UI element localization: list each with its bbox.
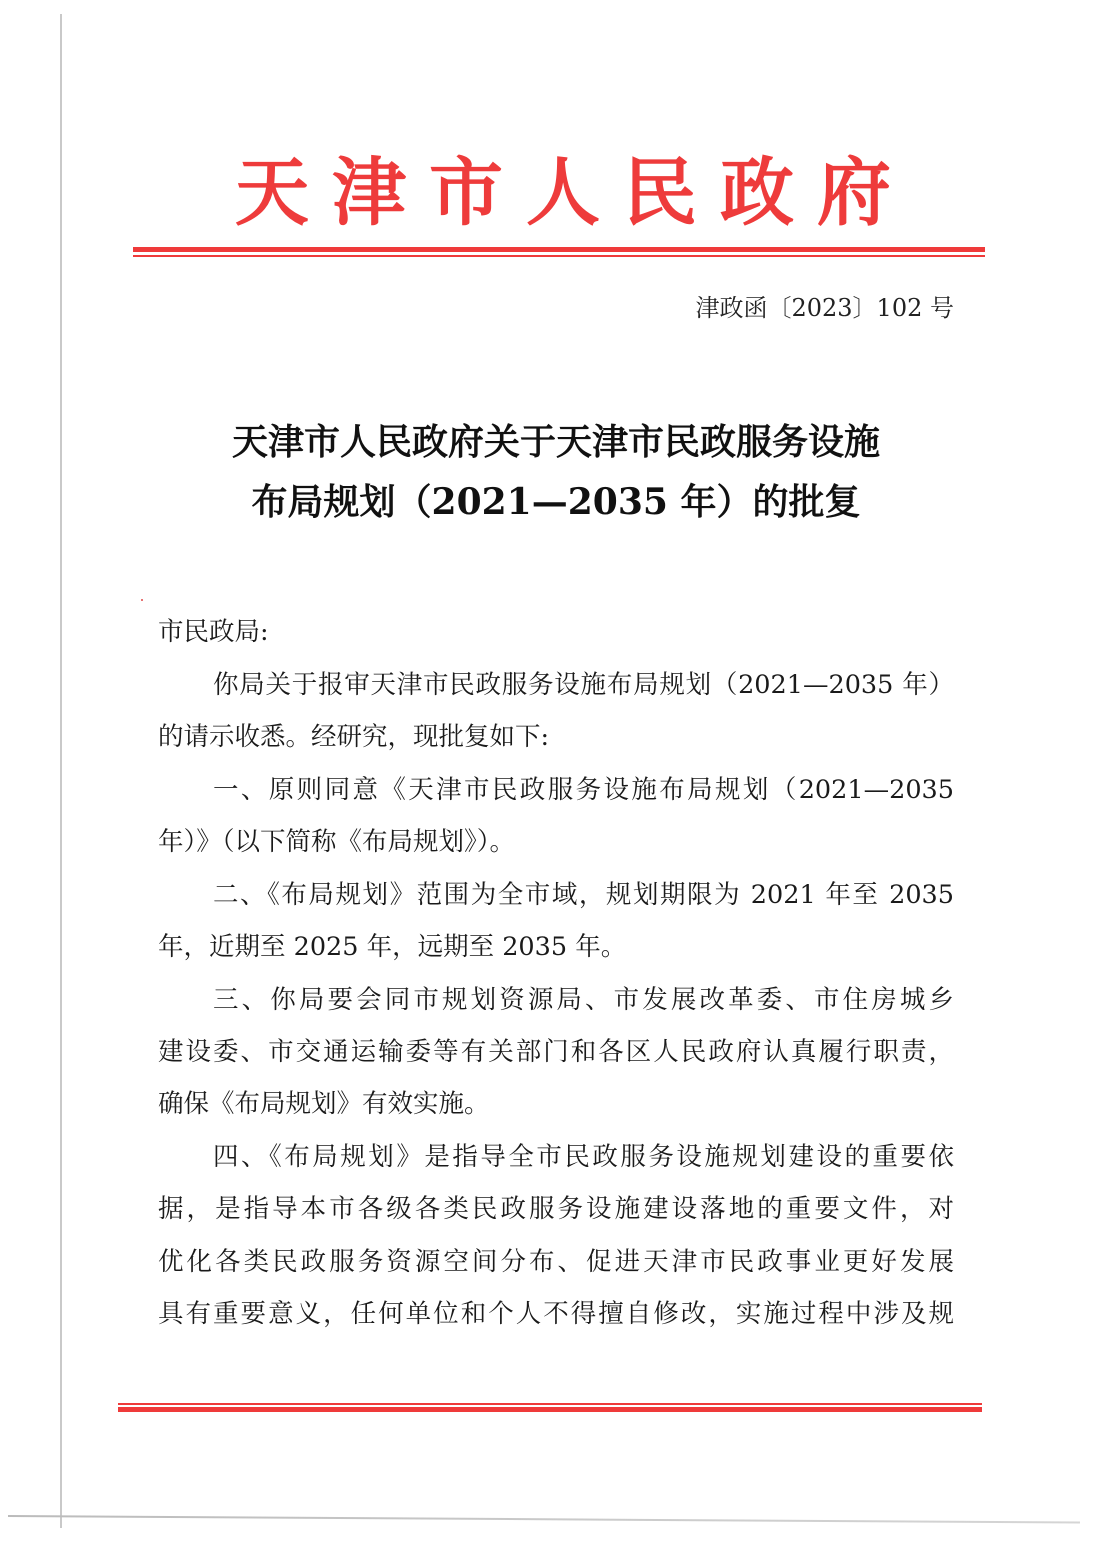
body-line: 确保《布局规划》有效实施。 [158, 1089, 490, 1119]
document-title-line-1: 天津市人民政府关于天津市民政服务设施 [231, 421, 880, 463]
body-line: 一、原则同意《天津市民政服务设施布局规划（2021—2035 [213, 775, 954, 805]
body-line: 建设委、市交通运输委等有关部门和各区人民政府认真履行职责， [158, 1037, 954, 1067]
body-line: 据，是指导本市各级各类民政服务设施建设落地的重要文件，对 [158, 1194, 954, 1224]
body-line: 四、《布局规划》是指导全市民政服务设施规划建设的重要依 [213, 1142, 954, 1172]
body-line: 二、《布局规划》范围为全市域，规划期限为 2021 年至 2035 [213, 880, 954, 910]
letterhead-rule-thick [133, 247, 985, 252]
body-line: 具有重要意义，任何单位和个人不得擅自修改，实施过程中涉及规 [158, 1299, 954, 1329]
footer-rule-thin [118, 1403, 982, 1405]
body-line: 三、你局要会同市规划资源局、市发展改革委、市住房城乡 [213, 985, 954, 1015]
letterhead-rule-thin [133, 255, 985, 257]
page-scan-left-edge [60, 14, 62, 1528]
document-title-line-2: 布局规划（2021—2035 年）的批复 [251, 481, 861, 523]
scan-speck [141, 599, 143, 601]
body-line: 你局关于报审天津市民政服务设施布局规划（2021—2035 年） [213, 670, 954, 700]
body-line: 年，近期至 2025 年，远期至 2035 年。 [158, 932, 627, 962]
letterhead-issuer: 天津市人民政府 [235, 150, 914, 236]
addressee: 市民政局: [158, 617, 269, 647]
document-number: 津政函〔2023〕102 号 [695, 294, 954, 322]
body-line: 优化各类民政服务资源空间分布、促进天津市民政事业更好发展 [158, 1247, 954, 1277]
body-line: 年）》（以下简称《布局规划》）。 [158, 827, 516, 857]
page-scan-bottom-edge [8, 1515, 1080, 1524]
footer-rule-thick [118, 1407, 982, 1412]
body-line: 的请示收悉。经研究，现批复如下: [158, 722, 550, 752]
